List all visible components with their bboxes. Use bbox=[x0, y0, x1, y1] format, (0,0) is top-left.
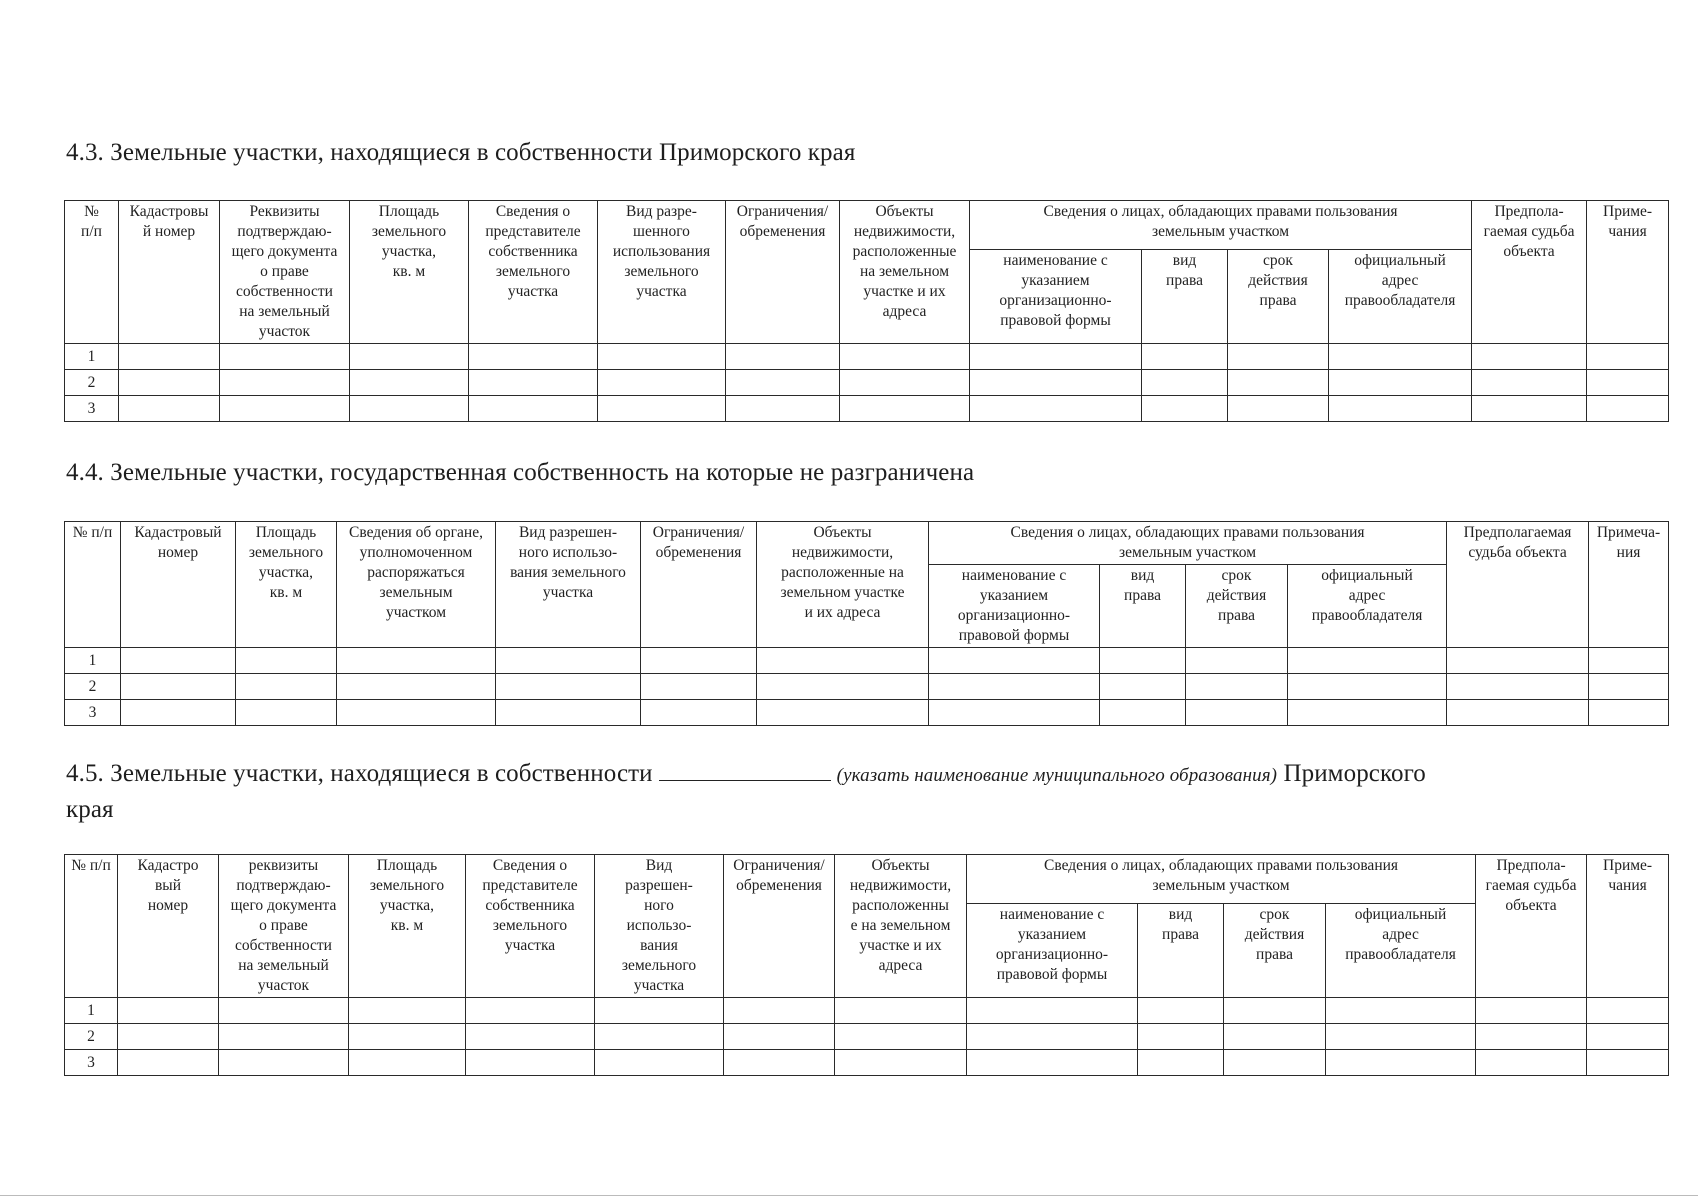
cell[interactable] bbox=[118, 1024, 219, 1050]
table-row bbox=[65, 370, 1669, 396]
header-area: Площадь земельного участка, кв. м bbox=[236, 522, 337, 648]
cell[interactable] bbox=[1329, 370, 1472, 396]
row-number: 1 bbox=[65, 648, 121, 674]
row-number: 1 bbox=[65, 998, 118, 1024]
cell[interactable] bbox=[1142, 370, 1228, 396]
cell[interactable] bbox=[349, 1050, 466, 1076]
cell[interactable] bbox=[1472, 344, 1587, 370]
cell[interactable] bbox=[350, 370, 469, 396]
table-row bbox=[65, 344, 1669, 370]
cell[interactable] bbox=[967, 1050, 1138, 1076]
table-row bbox=[65, 998, 1669, 1024]
header-document: реквизиты подтверждаю- щего документа о праве собственности на земельный участок bbox=[219, 855, 349, 998]
cell[interactable] bbox=[119, 396, 220, 422]
cell[interactable] bbox=[1138, 1024, 1224, 1050]
cell[interactable] bbox=[1589, 700, 1669, 726]
cell[interactable] bbox=[220, 396, 350, 422]
row-number: 3 bbox=[65, 396, 119, 422]
cell[interactable] bbox=[337, 674, 496, 700]
cell[interactable] bbox=[598, 370, 726, 396]
cell[interactable] bbox=[835, 1050, 967, 1076]
cell[interactable] bbox=[1224, 998, 1326, 1024]
cell[interactable] bbox=[220, 370, 350, 396]
header-owner-rep: Сведения о представителе собственника земельного участка bbox=[469, 201, 598, 344]
cell[interactable] bbox=[1587, 370, 1669, 396]
cell[interactable] bbox=[121, 648, 236, 674]
cell[interactable] bbox=[595, 1050, 724, 1076]
subheader-right-type: вид права bbox=[1138, 903, 1224, 997]
cell[interactable] bbox=[1224, 1024, 1326, 1050]
subheader-right-type: вид права bbox=[1142, 249, 1228, 343]
header-restrictions: Ограничения/ обременения bbox=[724, 855, 835, 998]
cell[interactable] bbox=[1329, 396, 1472, 422]
cell[interactable] bbox=[726, 396, 840, 422]
cell[interactable] bbox=[1326, 998, 1476, 1024]
subheader-address: официальный адрес правообладателя bbox=[1326, 903, 1476, 997]
header-cadastral: Кадастро вый номер bbox=[118, 855, 219, 998]
header-objects: Объекты недвижимости, расположенные на земельном участке и их адреса bbox=[757, 522, 929, 648]
cell[interactable] bbox=[724, 998, 835, 1024]
cell[interactable] bbox=[1587, 396, 1669, 422]
cell[interactable] bbox=[349, 1024, 466, 1050]
header-notes: Приме- чания bbox=[1587, 855, 1669, 998]
header-num: № п/п bbox=[65, 201, 119, 344]
table-4-5 bbox=[64, 854, 1669, 1076]
cell[interactable] bbox=[219, 1024, 349, 1050]
table-4-4 bbox=[64, 521, 1669, 726]
cell[interactable] bbox=[1138, 1050, 1224, 1076]
cell[interactable] bbox=[1329, 344, 1472, 370]
header-rights-holders: Сведения о лицах, обладающих правами пользования земельным участком bbox=[929, 522, 1447, 565]
header-area: Площадь земельного участка, кв. м bbox=[350, 201, 469, 344]
cell[interactable] bbox=[350, 396, 469, 422]
cell[interactable] bbox=[929, 700, 1100, 726]
subheader-term: срок действия права bbox=[1224, 903, 1326, 997]
subheader-name: наименование с указанием организационно- правовой формы bbox=[970, 249, 1142, 343]
cell[interactable] bbox=[1228, 344, 1329, 370]
cell[interactable] bbox=[757, 674, 929, 700]
cell[interactable] bbox=[469, 396, 598, 422]
heading-4-5-region: Приморского bbox=[1283, 760, 1426, 787]
heading-4-5-note: (указать наименование муниципального образования) bbox=[836, 765, 1278, 786]
header-num: № п/п bbox=[65, 855, 118, 998]
cell[interactable] bbox=[121, 674, 236, 700]
table-4-3 bbox=[64, 200, 1669, 422]
cell[interactable] bbox=[1447, 648, 1589, 674]
heading-4-5-tail: края bbox=[66, 796, 114, 823]
subheader-address: официальный адрес правообладателя bbox=[1288, 565, 1447, 648]
cell[interactable] bbox=[1472, 396, 1587, 422]
header-notes: Приме- чания bbox=[1587, 201, 1669, 344]
header-use-type: Вид разре- шенного использования земельного участка bbox=[598, 201, 726, 344]
cell[interactable] bbox=[929, 648, 1100, 674]
cell[interactable] bbox=[121, 700, 236, 726]
cell[interactable] bbox=[1224, 1050, 1326, 1076]
cell[interactable] bbox=[496, 674, 641, 700]
row-number: 2 bbox=[65, 674, 121, 700]
row-number: 3 bbox=[65, 1050, 118, 1076]
heading-4-5 bbox=[66, 757, 1626, 827]
cell[interactable] bbox=[598, 396, 726, 422]
cell[interactable] bbox=[970, 396, 1142, 422]
cell[interactable] bbox=[350, 344, 469, 370]
cell[interactable] bbox=[641, 700, 757, 726]
header-authority: Сведения об органе, уполномоченном распоряжаться земельным участком bbox=[337, 522, 496, 648]
header-cadastral: Кадастровый номер bbox=[121, 522, 236, 648]
cell[interactable] bbox=[724, 1050, 835, 1076]
row-number: 1 bbox=[65, 344, 119, 370]
cell[interactable] bbox=[967, 1024, 1138, 1050]
table-row bbox=[65, 1024, 1669, 1050]
page-bottom-edge bbox=[0, 1195, 1698, 1196]
cell[interactable] bbox=[970, 344, 1142, 370]
cell[interactable] bbox=[219, 998, 349, 1024]
table-row bbox=[65, 1050, 1669, 1076]
cell[interactable] bbox=[929, 674, 1100, 700]
cell[interactable] bbox=[1186, 674, 1288, 700]
heading-4-4: 4.4. Земельные участки, государственная собственность на которые не разграничена bbox=[66, 459, 975, 486]
cell[interactable] bbox=[1288, 700, 1447, 726]
header-restrictions: Ограничения/ обременения bbox=[641, 522, 757, 648]
cell[interactable] bbox=[1326, 1050, 1476, 1076]
cell[interactable] bbox=[1228, 396, 1329, 422]
header-rights-holders: Сведения о лицах, обладающих правами пользования земельным участком bbox=[967, 855, 1476, 904]
header-notes: Примеча- ния bbox=[1589, 522, 1669, 648]
cell[interactable] bbox=[1589, 674, 1669, 700]
cell[interactable] bbox=[1476, 998, 1587, 1024]
cell[interactable] bbox=[1326, 1024, 1476, 1050]
row-number: 2 bbox=[65, 370, 119, 396]
cell[interactable] bbox=[236, 674, 337, 700]
cell[interactable] bbox=[1447, 700, 1589, 726]
subheader-name: наименование с указанием организационно- правовой формы bbox=[967, 903, 1138, 997]
cell[interactable] bbox=[1100, 700, 1186, 726]
header-cadastral: Кадастровы й номер bbox=[119, 201, 220, 344]
cell[interactable] bbox=[967, 998, 1138, 1024]
cell[interactable] bbox=[466, 1050, 595, 1076]
cell[interactable] bbox=[726, 370, 840, 396]
cell[interactable] bbox=[119, 344, 220, 370]
blank-line bbox=[659, 762, 831, 781]
cell[interactable] bbox=[970, 370, 1142, 396]
cell[interactable] bbox=[757, 648, 929, 674]
cell[interactable] bbox=[835, 1024, 967, 1050]
cell[interactable] bbox=[1447, 674, 1589, 700]
cell[interactable] bbox=[119, 370, 220, 396]
cell[interactable] bbox=[469, 344, 598, 370]
cell[interactable] bbox=[641, 648, 757, 674]
cell[interactable] bbox=[1472, 370, 1587, 396]
header-document: Реквизиты подтверждаю- щего документа о праве собственности на земельный участок bbox=[220, 201, 350, 344]
heading-4-5-text: 4.5. Земельные участки, находящиеся в собственности bbox=[66, 760, 653, 787]
subheader-address: официальный адрес правообладателя bbox=[1329, 249, 1472, 343]
heading-4-3: 4.3. Земельные участки, находящиеся в собственности Приморского края bbox=[66, 139, 856, 166]
cell[interactable] bbox=[641, 674, 757, 700]
cell[interactable] bbox=[1476, 1050, 1587, 1076]
cell[interactable] bbox=[595, 1024, 724, 1050]
cell[interactable] bbox=[1587, 344, 1669, 370]
row-number: 2 bbox=[65, 1024, 118, 1050]
cell[interactable] bbox=[835, 998, 967, 1024]
cell[interactable] bbox=[118, 998, 219, 1024]
cell[interactable] bbox=[840, 344, 970, 370]
cell[interactable] bbox=[1589, 648, 1669, 674]
cell[interactable] bbox=[337, 648, 496, 674]
header-fate: Предполагаемая судьба объекта bbox=[1447, 522, 1589, 648]
header-rights-holders: Сведения о лицах, обладающих правами пользования земельным участком bbox=[970, 201, 1472, 250]
cell[interactable] bbox=[840, 396, 970, 422]
cell[interactable] bbox=[469, 370, 598, 396]
cell[interactable] bbox=[236, 648, 337, 674]
cell[interactable] bbox=[595, 998, 724, 1024]
cell[interactable] bbox=[1587, 998, 1669, 1024]
header-fate: Предпола- гаемая судьба объекта bbox=[1476, 855, 1587, 998]
cell[interactable] bbox=[840, 370, 970, 396]
header-owner-rep: Сведения о представителе собственника земельного участка bbox=[466, 855, 595, 998]
header-use-type: Вид разрешен- ного использо- вания земельного участка bbox=[595, 855, 724, 998]
header-restrictions: Ограничения/ обременения bbox=[726, 201, 840, 344]
cell[interactable] bbox=[496, 700, 641, 726]
header-objects: Объекты недвижимости, расположенны е на земельном участке и их адреса bbox=[835, 855, 967, 998]
cell[interactable] bbox=[466, 998, 595, 1024]
cell[interactable] bbox=[724, 1024, 835, 1050]
table-row bbox=[65, 396, 1669, 422]
cell[interactable] bbox=[1587, 1050, 1669, 1076]
cell[interactable] bbox=[1186, 648, 1288, 674]
cell[interactable] bbox=[1100, 648, 1186, 674]
header-num: № п/п bbox=[65, 522, 121, 648]
row-number: 3 bbox=[65, 700, 121, 726]
cell[interactable] bbox=[118, 1050, 219, 1076]
subheader-term: срок действия права bbox=[1228, 249, 1329, 343]
cell[interactable] bbox=[1288, 674, 1447, 700]
header-fate: Предпола- гаемая судьба объекта bbox=[1472, 201, 1587, 344]
table-row bbox=[65, 700, 1669, 726]
cell[interactable] bbox=[757, 700, 929, 726]
table-row bbox=[65, 674, 1669, 700]
cell[interactable] bbox=[1142, 344, 1228, 370]
cell[interactable] bbox=[726, 344, 840, 370]
table-row bbox=[65, 648, 1669, 674]
cell[interactable] bbox=[236, 700, 337, 726]
cell[interactable] bbox=[1476, 1024, 1587, 1050]
header-use-type: Вид разрешен- ного использо- вания земельного участка bbox=[496, 522, 641, 648]
cell[interactable] bbox=[337, 700, 496, 726]
header-area: Площадь земельного участка, кв. м bbox=[349, 855, 466, 998]
cell[interactable] bbox=[598, 344, 726, 370]
cell[interactable] bbox=[1288, 648, 1447, 674]
cell[interactable] bbox=[1587, 1024, 1669, 1050]
cell[interactable] bbox=[1228, 370, 1329, 396]
cell[interactable] bbox=[1142, 396, 1228, 422]
cell[interactable] bbox=[1138, 998, 1224, 1024]
cell[interactable] bbox=[220, 344, 350, 370]
cell[interactable] bbox=[219, 1050, 349, 1076]
cell[interactable] bbox=[466, 1024, 595, 1050]
cell[interactable] bbox=[1186, 700, 1288, 726]
subheader-name: наименование с указанием организационно- правовой формы bbox=[929, 565, 1100, 648]
subheader-right-type: вид права bbox=[1100, 565, 1186, 648]
cell[interactable] bbox=[1100, 674, 1186, 700]
cell[interactable] bbox=[496, 648, 641, 674]
cell[interactable] bbox=[349, 998, 466, 1024]
header-objects: Объекты недвижимости, расположенные на земельном участке и их адреса bbox=[840, 201, 970, 344]
subheader-term: срок действия права bbox=[1186, 565, 1288, 648]
